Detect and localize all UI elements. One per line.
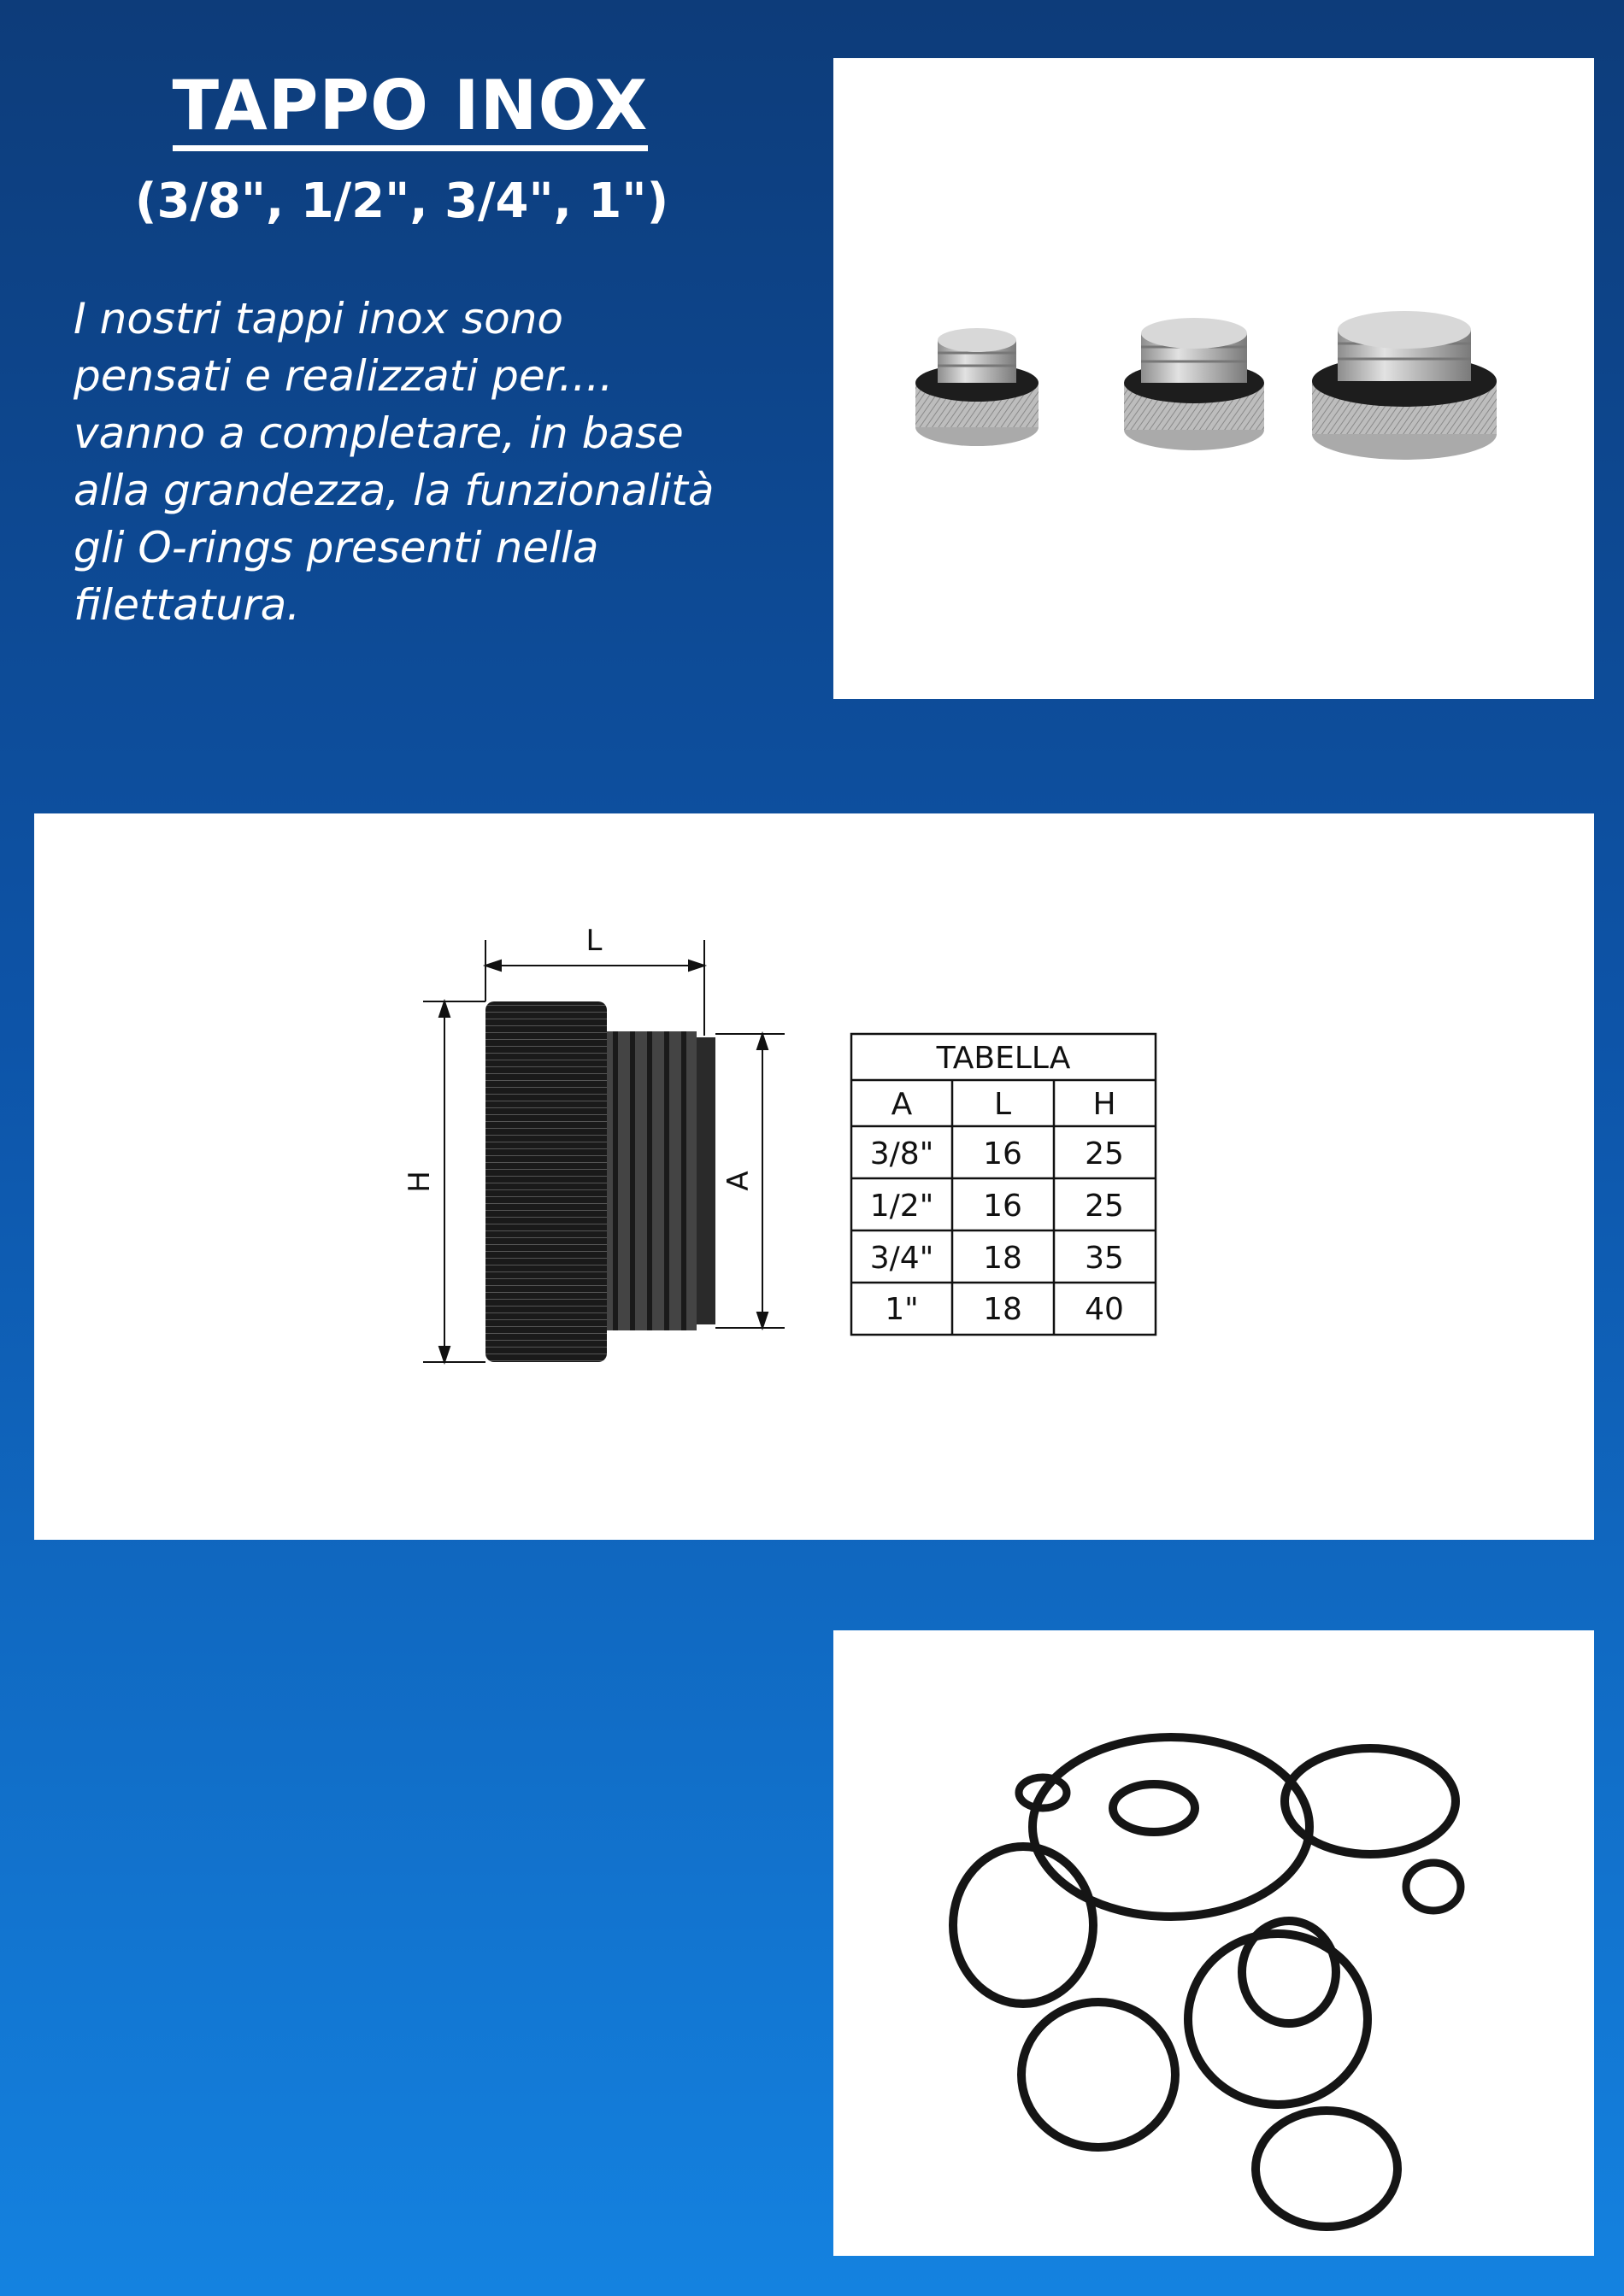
cap-drawing (485, 1001, 715, 1362)
dimension-l-label: L (585, 924, 603, 958)
table-cell: 3/8" (869, 1136, 934, 1171)
technical-drawing-panel (34, 813, 1594, 1540)
table-cell: 18 (983, 1241, 1022, 1276)
table-cell: 16 (983, 1136, 1022, 1171)
oring (953, 1847, 1093, 2004)
page-title: TAPPO INOX (173, 67, 649, 151)
cap-large (1312, 311, 1497, 460)
table-header-a: A (891, 1087, 913, 1122)
cap-medium (1124, 318, 1264, 450)
oring (1113, 1784, 1195, 1832)
product-description: I nostri tappi inox sono pensati e realizzati per.... vanno a completare, in base alla grandezza, la funzionalità gli O-rings presenti nella filettatura. (74, 294, 715, 630)
dimension-h-label: H (403, 1171, 437, 1193)
technical-drawing (34, 813, 1594, 1540)
page-subtitle: (3/8", 1/2", 3/4", 1") (134, 173, 669, 229)
table-cell: 1" (885, 1292, 919, 1327)
title-block (0, 67, 821, 229)
table-cell: 1/2" (869, 1189, 934, 1224)
table-cell: 35 (1085, 1241, 1124, 1276)
oring (1406, 1863, 1461, 1911)
table-cell: 16 (983, 1189, 1022, 1224)
caps-photo (833, 58, 1594, 699)
table-title: TABELLA (936, 1041, 1071, 1076)
table-header-h: H (1092, 1087, 1116, 1122)
table-cell: 40 (1085, 1292, 1124, 1327)
table-header-l: L (993, 1087, 1012, 1122)
oring (1256, 2111, 1397, 2227)
table-cell: 25 (1085, 1136, 1124, 1171)
oring (1285, 1748, 1456, 1854)
orings-photo (833, 1630, 1594, 2256)
cap-small (915, 328, 1039, 446)
table-cell: 25 (1085, 1189, 1124, 1224)
oring (1021, 2002, 1175, 2147)
table-cell: 18 (983, 1292, 1022, 1327)
orings-illustration (833, 1630, 1594, 2256)
table-cell: 3/4" (869, 1241, 934, 1276)
caps-illustration (833, 58, 1594, 699)
dimension-a-label: A (721, 1171, 756, 1191)
size-table (851, 1034, 1156, 1335)
